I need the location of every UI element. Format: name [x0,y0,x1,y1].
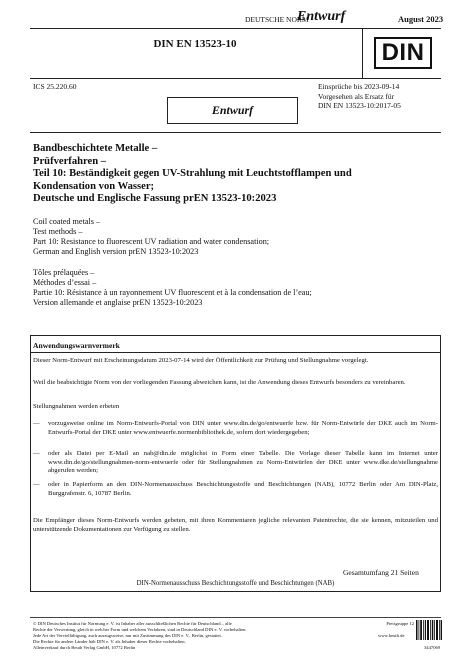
title-line: Méthodes d’essai – [33,278,97,288]
objection-info [318,82,443,111]
title-line: Bandbeschichtete Metalle – [33,143,158,154]
draft-status: Entwurf [297,9,346,24]
publisher-website: www.beuth.de [378,633,405,638]
price-group: Preisgruppe 12 [386,621,414,626]
publication-date: August 2023 [398,14,444,24]
header-divider [362,28,363,78]
list-item [33,481,438,501]
copyright-line: Jede Art der Vervielfältigung, auch auszugsweise, nur mit Zustimmung des DIN e. V., Berlin, gestattet. [33,632,222,638]
list-item [33,420,438,448]
title-line: Kondensation von Wasser; [33,180,155,192]
copyright-line: Die Rechte für andere Länder hält DIN e. V. als Inhaber dieser Rechte vorbehalten. [33,638,186,644]
title-line: Teil 10: Beständigkeit gegen UV-Strahlung mit Leuchtstofflampen und [33,168,352,180]
warning-paragraph: Die Empfänger dieses Norm-Entwurfs werden gebeten, mit ihren Kommentaren jegliche relevanten Patentrechte, die sie kennen, mitzuteilen und unterstützende Dokumentationen zur Verfügung zu stellen. [33,517,438,533]
title-line: Partie 10: Résistance à un rayonnement UV fluorescent et à la condensation de l’eau; [33,288,312,298]
total-pages: Gesamtumfang 21 Seiten [343,568,419,577]
title-french [33,268,443,308]
header-bottom-rule [30,78,441,79]
list-item [33,450,438,478]
title-line: Prüfverfahren – [33,155,107,167]
warning-separator [30,352,441,353]
warning-paragraph: Dieser Norm-Entwurf mit Erscheinungsdatum 2023-07-14 wird der Öffentlichkeit zur Prüfung und Stellungnahme vorgelegt. [33,357,369,364]
warning-paragraph: Weil die beabsichtigte Norm von der vorliegenden Fassung abweichen kann, ist die Anwendung dieses Entwurfs besonders zu vereinbaren. [33,379,406,386]
objection-line: DIN EN 13523-10:2017-05 [318,101,401,111]
list-item-text: vorzugsweise online im Norm-Entwurfs-Portal von DIN unter www.din.de/go/entwuerfe bzw. für Norm-Entwürfe der DKE auch im Norm-Entwurfs-Portal der DKE unter www.entwuerfe.normenbibliothek.de, sofern dort wiedergegeben; [48,420,438,436]
title-line: Coil coated metals – [33,217,101,226]
list-item-text: oder in Papierform an den DIN-Normenausschuss Beschichtungsstoffe und Beschichtungen (NAB), 10772 Berlin oder Am DIN-Platz, Burggrafenstr. 6, 10787 Berlin. [48,481,438,497]
title-german [33,143,443,206]
copyright-notice [33,621,363,651]
document-id: 3447069 [424,645,441,650]
title-line: Part 10: Resistance to fluorescent UV radiation and water condensation; [33,237,270,247]
title-line: Deutsche und Englische Fassung prEN 13523-10:2023 [33,193,277,205]
committee-name: DIN-Normenausschuss Beschichtungsstoffe und Beschichtungen (NAB) [136,580,335,587]
title-english [33,217,443,257]
draft-label-box: Entwurf [167,97,298,124]
warning-heading: Anwendungswarnvermerk [33,341,120,350]
ics-code: ICS 25.220.60 [33,82,77,91]
standard-type: DEUTSCHE NORM [245,15,309,24]
warning-paragraph: Stellungnahmen werden erbeten [33,403,120,410]
copyright-line: © DIN Deutsches Institut für Normung e. V. ist Inhaber aller ausschließlichen Rechte für Deutschland – alle [33,621,232,626]
din-logo: DIN [374,37,432,69]
copyright-line: Rechte der Verwertung, gleich in welcher Form und welchem Verfahren, sind in Deutschland DIN e. V. vorbehalten. [33,626,247,632]
dash-bullet: — [33,450,40,457]
list-item-text: oder als Datei per E-Mail an nab@din.de möglichst in Form einer Tabelle. Die Vorlage dieser Tabelle kann im Internet unter www.din.de/go/stellungnahmen-norm-entwuerfe oder für Stellungnahmen zu Norm-Entwürfen der DKE unter www.dke.de/stellungnahme abgerufen werden; [48,450,438,475]
copyright-line: Alleinverkauf durch Beuth Verlag GmbH, 10772 Berlin [33,644,136,650]
barcode-icon [416,620,442,644]
footer-rule [30,617,441,618]
title-rule [30,132,441,133]
objection-line: Vorgesehen als Ersatz für [318,91,395,101]
title-line: Version allemande et anglaise prEN 13523-10:2023 [33,298,203,308]
header-rule [30,28,441,29]
title-line: Tôles prélaquées – [33,268,95,277]
document-number: DIN EN 13523-10 [153,38,237,50]
title-line: German and English version prEN 13523-10:2023 [33,247,199,257]
objection-line: Einsprüche bis 2023-09-14 [318,82,400,91]
dash-bullet: — [33,481,40,488]
title-line: Test methods – [33,227,83,237]
dash-bullet: — [33,420,40,427]
